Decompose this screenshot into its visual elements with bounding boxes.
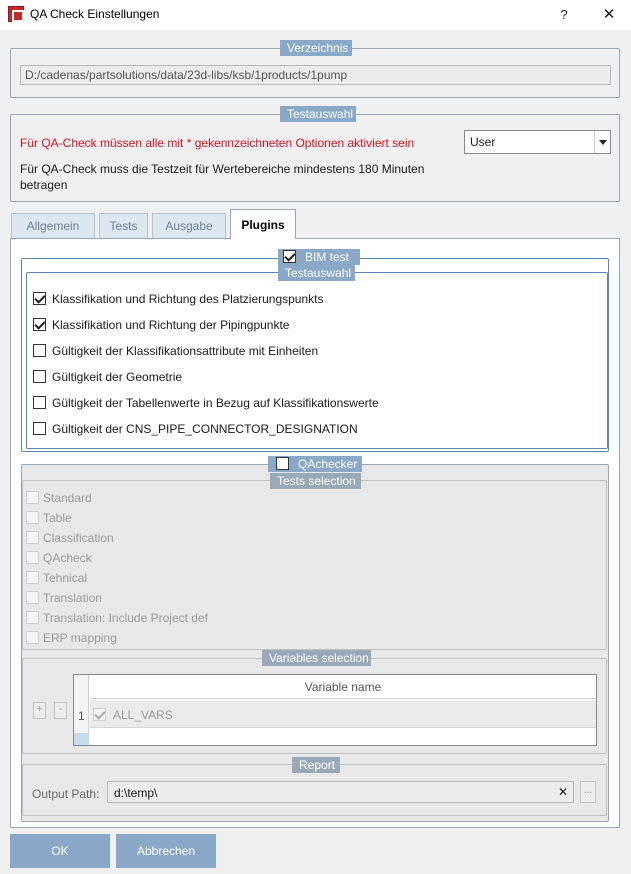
qachecker-label: QAchecker xyxy=(298,457,358,471)
test-time-info-line1: Für QA-Check muss die Testzeit für Wertebereiche mindestens 180 Minuten xyxy=(20,162,425,176)
check-geometry-label: Gültigkeit der Geometrie xyxy=(52,370,183,384)
test-qacheck-label: QAcheck xyxy=(43,551,92,565)
test-classification-checkbox[interactable] xyxy=(26,531,39,544)
help-button[interactable]: ? xyxy=(560,7,568,22)
output-path-value: d:\temp\ xyxy=(114,786,158,800)
test-table-label: Table xyxy=(43,511,72,525)
tab-tests[interactable]: Tests xyxy=(99,213,148,238)
variable-row-number: 1 xyxy=(78,709,85,723)
check-table-values-label: Gültigkeit der Tabellenwerte in Bezug auf Klassifikationswerte xyxy=(52,396,379,410)
variables-grid xyxy=(73,674,597,746)
verzeichnis-caption: Verzeichnis xyxy=(280,40,352,56)
test-erp-mapping-label: ERP mapping xyxy=(43,631,117,645)
report-caption: Report xyxy=(292,757,340,773)
test-translation-project-checkbox[interactable] xyxy=(26,611,39,624)
test-time-info-line2: betragen xyxy=(20,178,68,192)
check-piping-points-label: Klassifikation und Richtung der Pipingpunkte xyxy=(52,318,290,332)
test-classification-label: Classification xyxy=(43,531,114,545)
check-classification-attributes[interactable] xyxy=(33,344,46,357)
clear-icon[interactable]: ✕ xyxy=(557,785,568,799)
check-geometry[interactable] xyxy=(33,370,46,383)
add-variable-button[interactable]: + xyxy=(33,702,46,719)
test-qacheck-checkbox[interactable] xyxy=(26,551,39,564)
qachecker-caption xyxy=(268,456,362,472)
bimtest-label: BIM test xyxy=(305,250,350,264)
cancel-button[interactable]: Abbrechen xyxy=(116,834,216,868)
testauswahl-caption: Testauswahl xyxy=(280,106,356,122)
check-pipe-connector[interactable] xyxy=(33,422,46,435)
test-tehnical-label: Tehnical xyxy=(43,571,88,585)
check-table-values[interactable] xyxy=(33,396,46,409)
testauswahl-group xyxy=(10,114,620,202)
tab-allgemein[interactable]: Allgemein xyxy=(11,213,95,238)
window-title: QA Check Einstellungen xyxy=(30,7,160,21)
remove-variable-button[interactable]: - xyxy=(54,702,67,719)
directory-path-field[interactable]: D:/cadenas/partsolutions/data/23d-libs/ksb/1products/1pump xyxy=(20,65,611,85)
bimtest-testauswahl-caption: Testauswahl xyxy=(278,265,355,281)
tab-plugins[interactable]: Plugins xyxy=(230,209,296,239)
qachecker-checkbox[interactable] xyxy=(276,457,289,470)
bimtest-checkbox[interactable] xyxy=(283,250,296,263)
required-options-warning: Für QA-Check müssen alle mit * gekennzeichneten Optionen aktiviert sein xyxy=(20,136,415,150)
variable-name-header[interactable]: Variable name xyxy=(90,675,596,699)
app-icon xyxy=(8,6,24,22)
check-placement-point-label: Klassifikation und Richtung des Platzierungspunkts xyxy=(52,292,324,306)
test-tehnical-checkbox[interactable] xyxy=(26,571,39,584)
test-translation-checkbox[interactable] xyxy=(26,591,39,604)
tab-ausgabe[interactable]: Ausgabe xyxy=(152,213,226,238)
check-pipe-connector-label: Gültigkeit der CNS_PIPE_CONNECTOR_DESIGNATION xyxy=(52,422,358,436)
variable-row-checkbox[interactable] xyxy=(93,708,106,721)
browse-button[interactable]: ... xyxy=(580,781,596,803)
tests-selection-caption: Tests selection xyxy=(270,473,361,489)
test-table-checkbox[interactable] xyxy=(26,511,39,524)
chevron-down-icon[interactable] xyxy=(594,131,610,153)
ok-button[interactable]: OK xyxy=(10,834,110,868)
bimtest-caption xyxy=(278,249,360,265)
title-bar xyxy=(0,0,631,30)
variables-selection-caption: Variables selection xyxy=(262,650,371,666)
test-translation-label: Translation xyxy=(43,591,102,605)
grid-row-indicator xyxy=(74,733,89,745)
close-icon[interactable]: ✕ xyxy=(602,6,616,23)
check-placement-point[interactable] xyxy=(33,292,46,305)
output-path-label: Output Path: xyxy=(32,787,100,801)
check-piping-points[interactable] xyxy=(33,318,46,331)
mode-select[interactable] xyxy=(464,130,611,154)
variable-row-name: ALL_VARS xyxy=(113,708,173,722)
test-standard-checkbox[interactable] xyxy=(26,491,39,504)
check-classification-attributes-label: Gültigkeit der Klassifikationsattribute mit Einheiten xyxy=(52,344,319,358)
test-translation-project-label: Translation: Include Project def xyxy=(43,611,208,625)
output-path-field[interactable] xyxy=(107,781,574,803)
mode-select-value: User xyxy=(470,135,496,149)
test-erp-mapping-checkbox[interactable] xyxy=(26,631,39,644)
test-standard-label: Standard xyxy=(43,491,92,505)
